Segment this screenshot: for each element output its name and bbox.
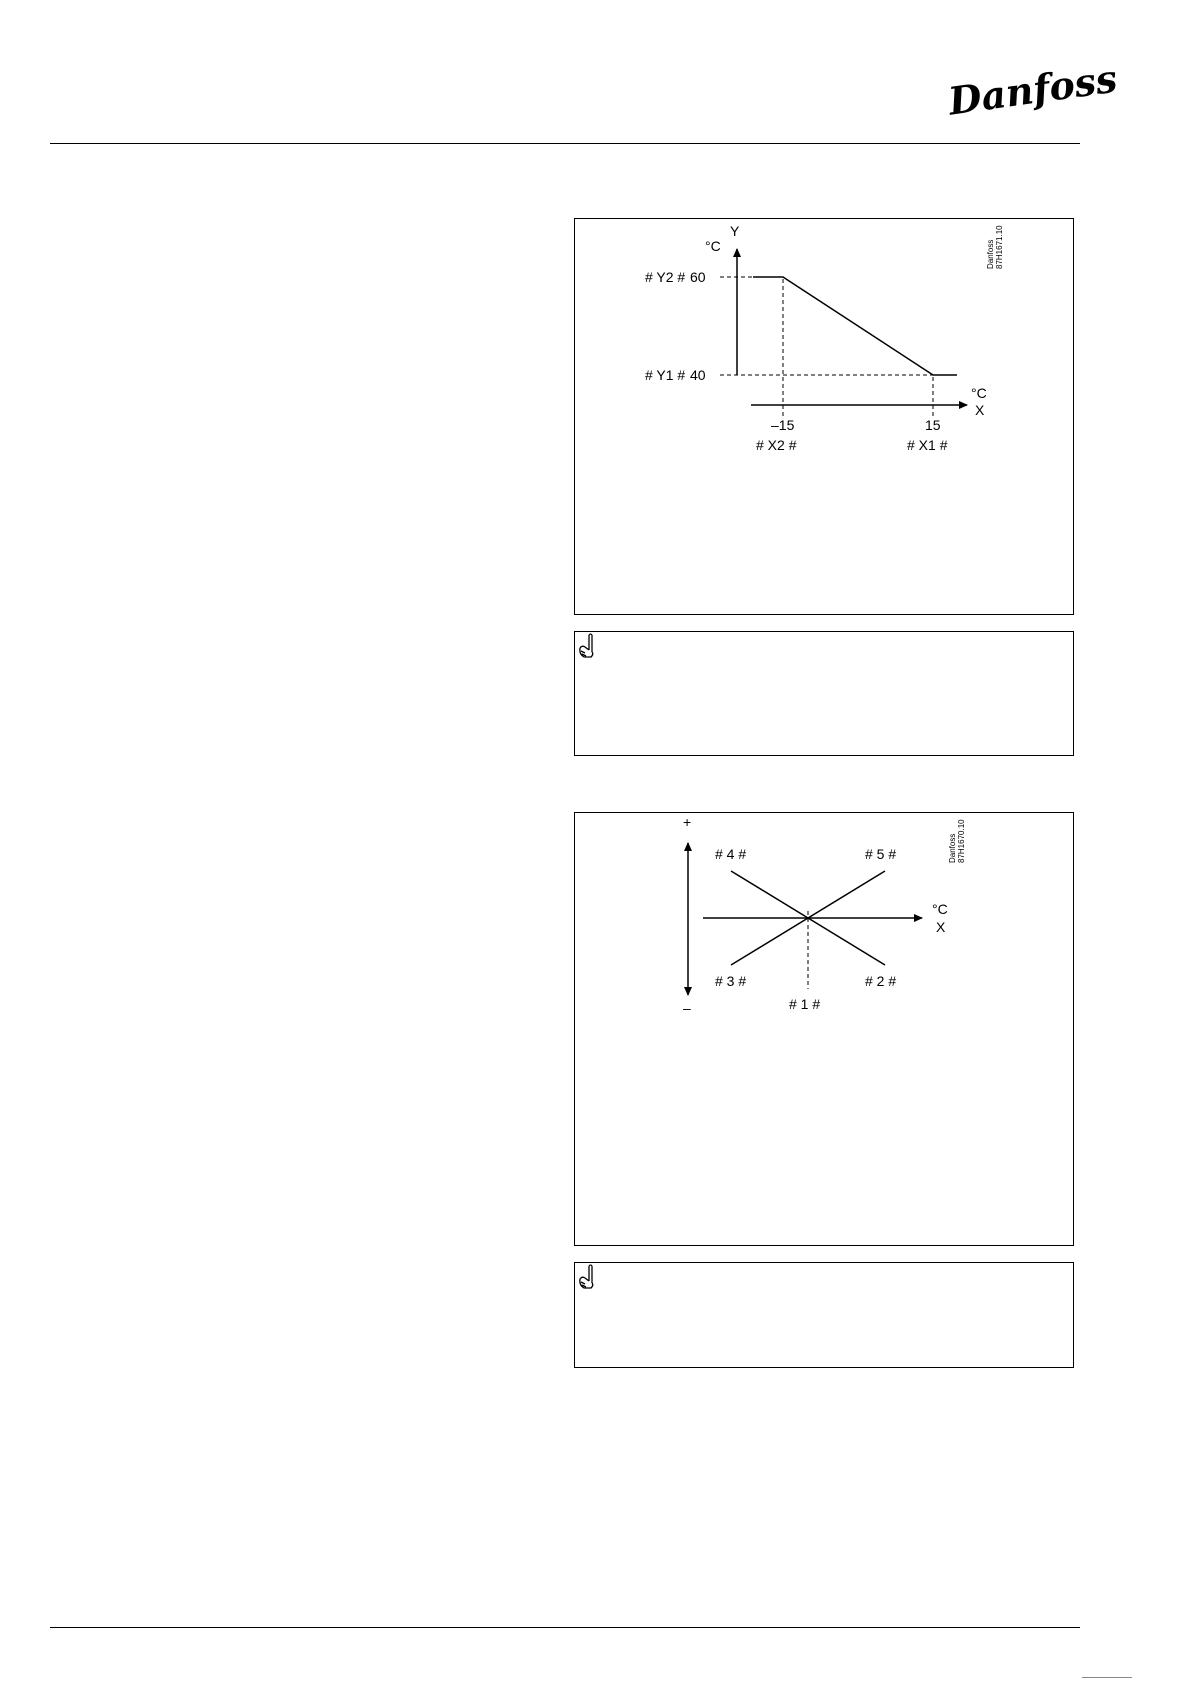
curve-4-label: # 4 #	[715, 846, 747, 862]
drawing-code-line1: Danfoss	[986, 239, 995, 269]
y-axis-letter: Y	[730, 223, 740, 239]
characteristic-diagram-panel	[574, 218, 1074, 615]
heating-curve-line	[753, 277, 957, 375]
curve-2-label: # 2 #	[865, 973, 897, 989]
plus-sign-label: +	[683, 814, 692, 830]
footer-rule	[50, 1627, 1080, 1628]
y2-param-label: # Y2 #	[645, 269, 686, 285]
note-box-2	[574, 1262, 1074, 1368]
x-axis-unit: °C	[932, 901, 948, 917]
corner-mark	[1082, 1677, 1132, 1678]
drawing-code-line1: Danfoss	[948, 833, 957, 863]
danfoss-logo	[942, 55, 1120, 124]
slope-diagram-panel	[574, 812, 1074, 1246]
y1-value-label: 40	[690, 367, 706, 383]
x2-param-label: # X2 #	[756, 437, 797, 453]
logo-wordmark: Danfoss	[945, 55, 1120, 124]
pointing-hand-icon	[575, 632, 603, 660]
header-rule	[50, 143, 1080, 144]
x-axis-unit: °C	[971, 385, 987, 401]
curve-3-label: # 3 #	[715, 973, 747, 989]
minus-sign-label: –	[683, 1000, 691, 1016]
note-box-1	[574, 631, 1074, 756]
slope-diagram	[575, 813, 1075, 1247]
y2-value-label: 60	[690, 269, 706, 285]
drawing-code-line2: 87H1670.10	[957, 819, 966, 863]
characteristic-diagram	[575, 219, 1075, 616]
curve-5-label: # 5 #	[865, 846, 897, 862]
y-axis-unit: °C	[705, 238, 721, 254]
x-axis-letter: X	[975, 402, 985, 418]
x2-value-label: –15	[771, 417, 795, 433]
y1-param-label: # Y1 #	[645, 367, 686, 383]
pointing-hand-icon	[575, 1263, 603, 1291]
x1-value-label: 15	[925, 417, 941, 433]
curve-1-label: # 1 #	[789, 996, 821, 1012]
x1-param-label: # X1 #	[907, 437, 948, 453]
x-axis-letter: X	[936, 919, 946, 935]
drawing-code-line2: 87H1671.10	[995, 225, 1004, 269]
